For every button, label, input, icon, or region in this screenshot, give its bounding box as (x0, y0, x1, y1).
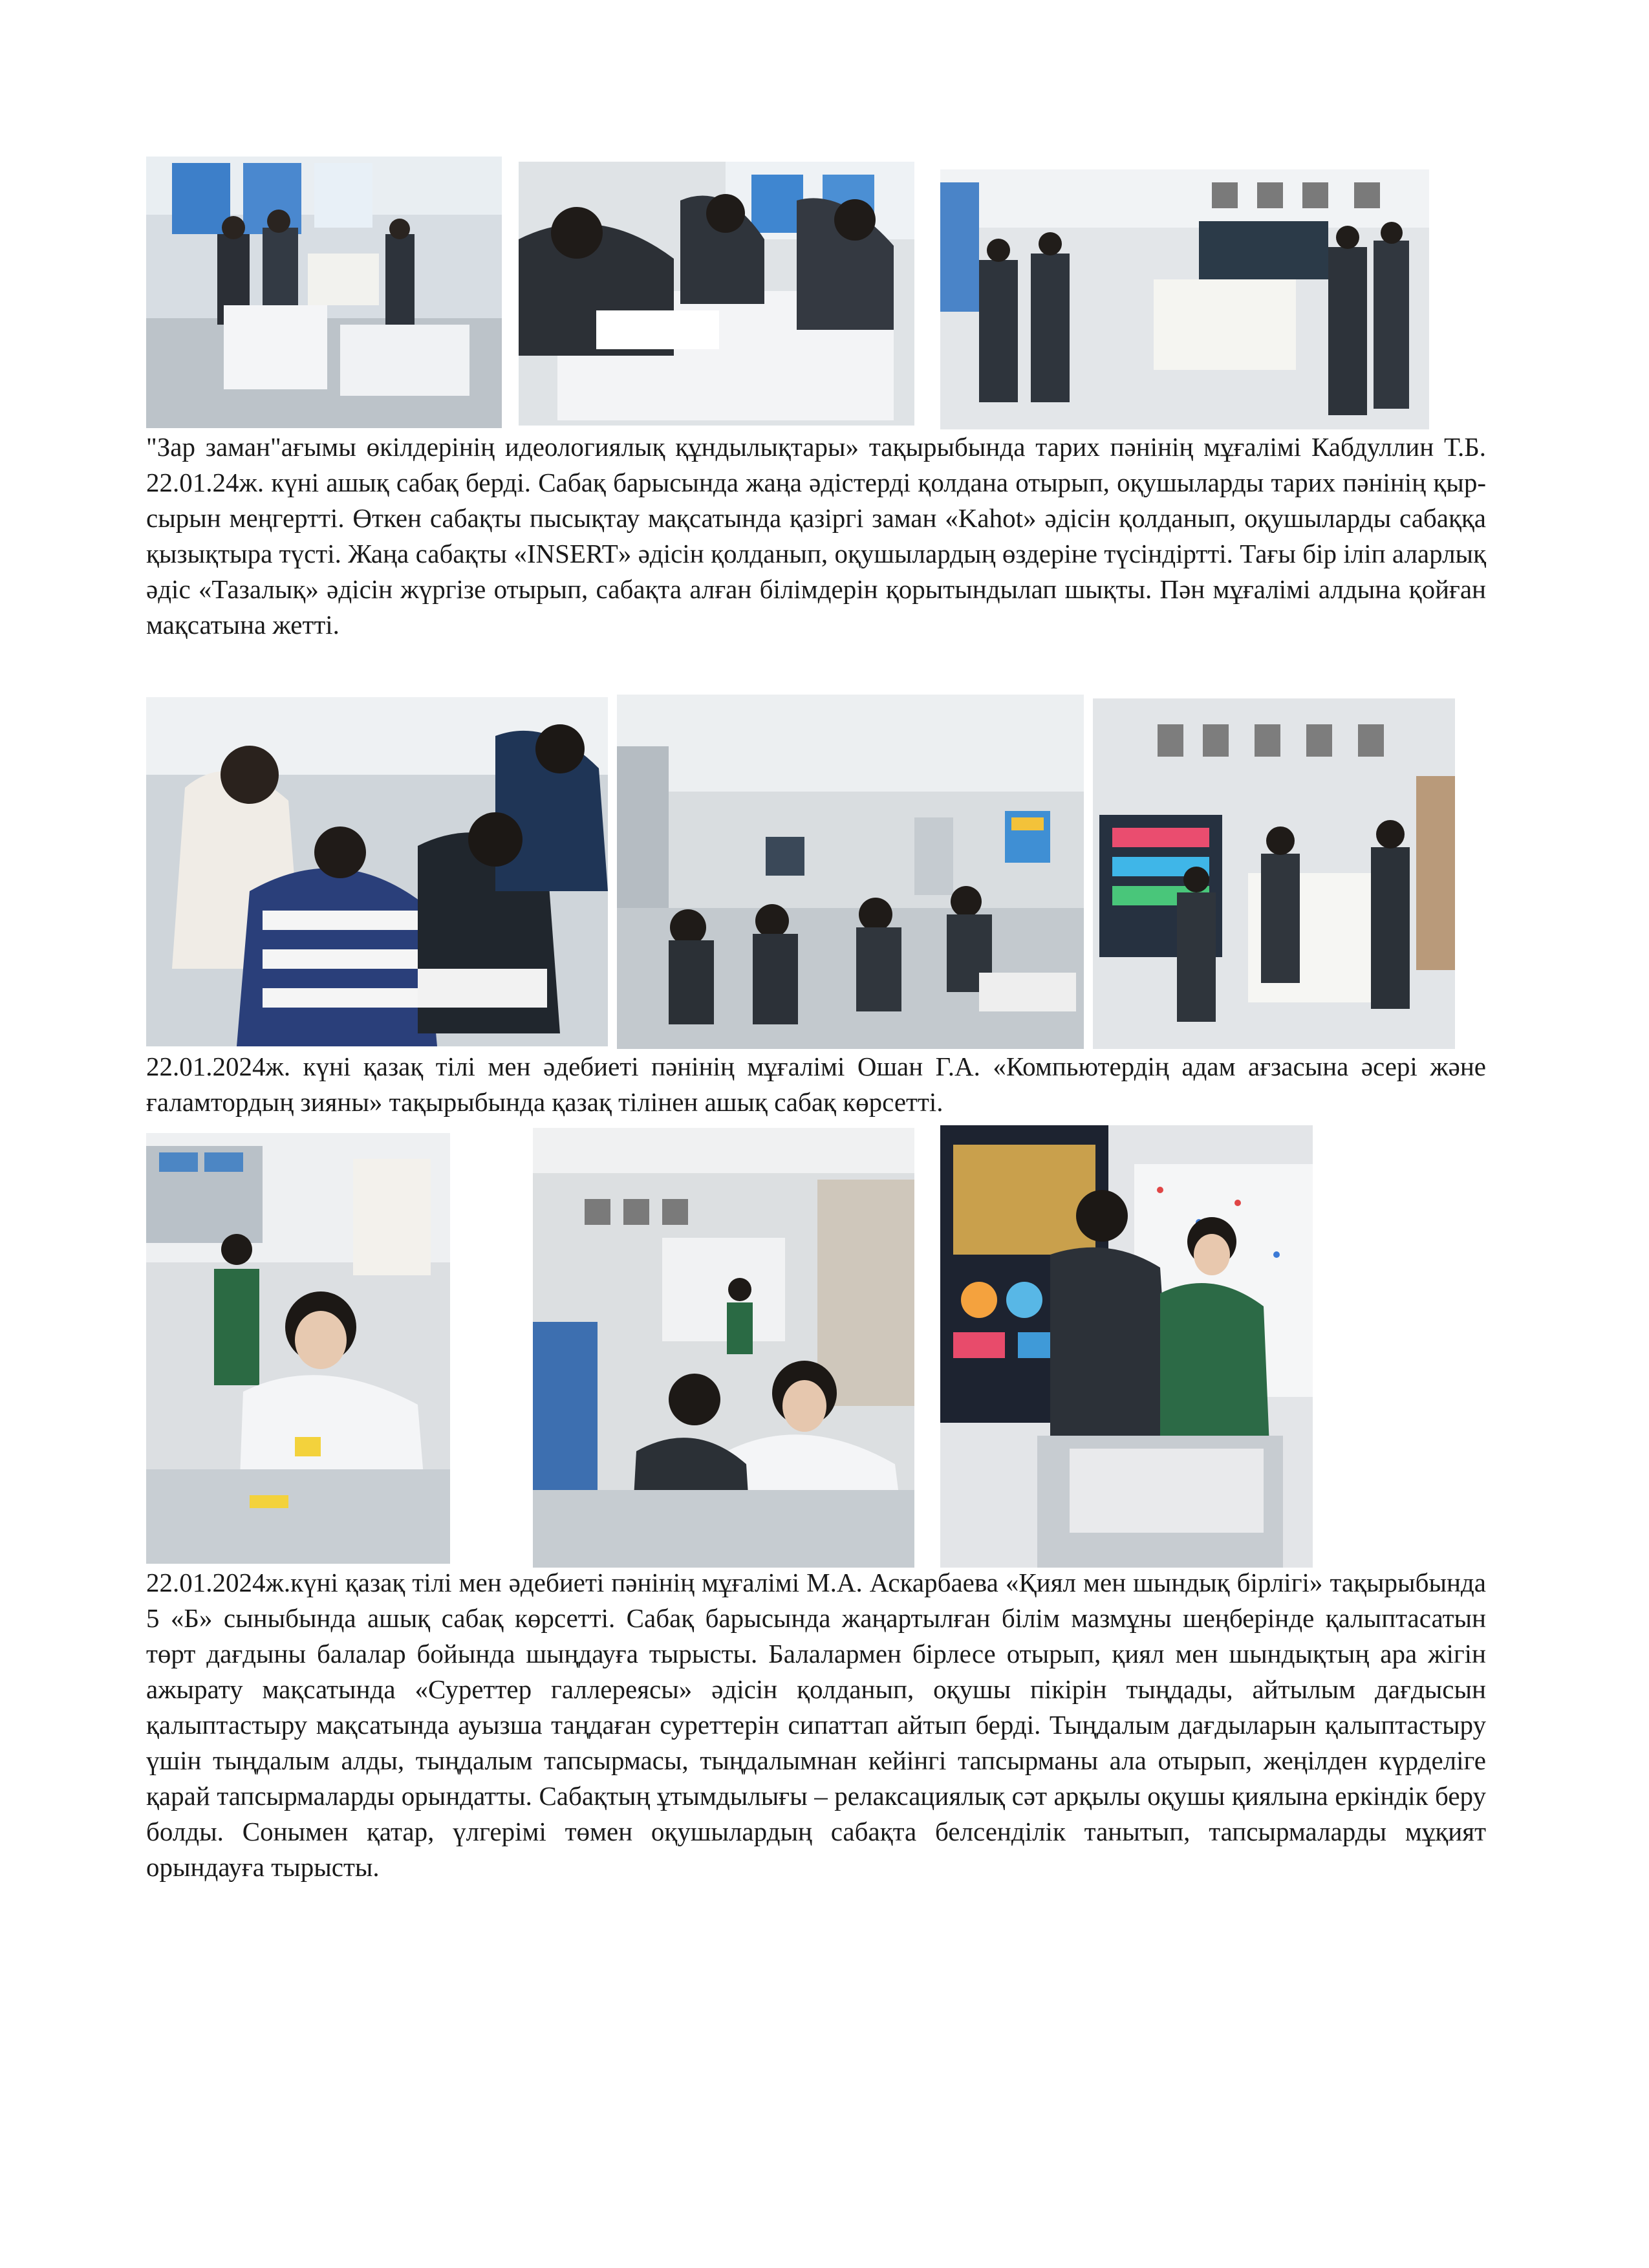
photo-students-presenting-poster-2 (940, 169, 1429, 429)
photo-students-at-board-poster (1093, 698, 1455, 1049)
photo-teacher-and-student-thinking (146, 1133, 450, 1564)
section-1-caption: "Зар заман"ағымы өкілдерінің идеологиялық құндылықтары» тақырыбында тарих пәнінің мұғалімі Кабдуллин Т.Б. 22.01.24ж. күні ашық сабақ берді. Сабақ барысында жаңа әдістерді қолдана отырып, оқушыларды тарих пәнінің қыр-сырын меңгертті. Өткен сабақты пысықтау мақсатында қазіргі заман «Kahot» әдісін қолданып, оқушыларды сабаққа қызықтыра түсті. Жаңа сабақты «INSERT» әдісін қолданып, оқушылардың өздеріне түсіндіртті. Тағы бір іліп аларлық әдіс «Тазалық» әдісін жүргізе отырып, сабақта алған білімдерін қорытындылап шықты. Пән мұғалімі алдына қойған мақсатына жетті. (146, 432, 1486, 640)
photo-group-work-students (146, 697, 608, 1046)
photo-students-presenting-poster-1 (146, 157, 502, 428)
section-2-caption: 22.01.2024ж. күні қазақ тілі мен әдебиеті пәнінің мұғалімі Ошан Г.А. «Компьютердің адам ағзасына әсері және ғаламтордың зияны» тақырыбында қазақ тілінен ашық сабақ көрсетті. (146, 1052, 1486, 1117)
photo-students-working-at-table (519, 162, 914, 426)
photo-teacher-at-smartboard (940, 1125, 1313, 1568)
section-3-caption: 22.01.2024ж.күні қазақ тілі мен әдебиеті пәнінің мұғалімі М.А. Аскарбаева «Қиял мен шындық бірлігі» тақырыбында 5 «Б» сыныбында ашық сабақ көрсетті. Сабақ барысында жаңартылған білім мазмұны шеңберінде қалыптасатын төрт дағдыны балалар бойында шыңдауға тырысты. Балалармен бірлесе отырып, қиял мен шындықтың ара жігін ажырату мақсатында «Суреттер галлереясы» әдісін қолданып, оқушы пікірін тыңдады, айтылым дағдысын қалыптастыру мақсатында ауызша таңдаған суреттерін сипаттап айтып берді. Тыңдалым дағдыларын қалыптастыру үшін тыңдалым алды, тыңдалым тапсырмасы, тыңдалымнан кейінгі тапсырманы ала отырып, жеңілден күрделіге қарай тапсырмаларды орындатты. Сабақтың ұтымдылығы – релаксациялық сәт арқылы оқушы қиялына еркіндік беру болды. Сонымен қатар, үлгерімі төмен оқушылардың сабақта белсенділік танытып, тапсырмаларды мұқият орындауға тырысты. (146, 1568, 1486, 1882)
photo-classroom-overview (617, 695, 1084, 1049)
photo-classroom-with-teacher (533, 1128, 914, 1568)
